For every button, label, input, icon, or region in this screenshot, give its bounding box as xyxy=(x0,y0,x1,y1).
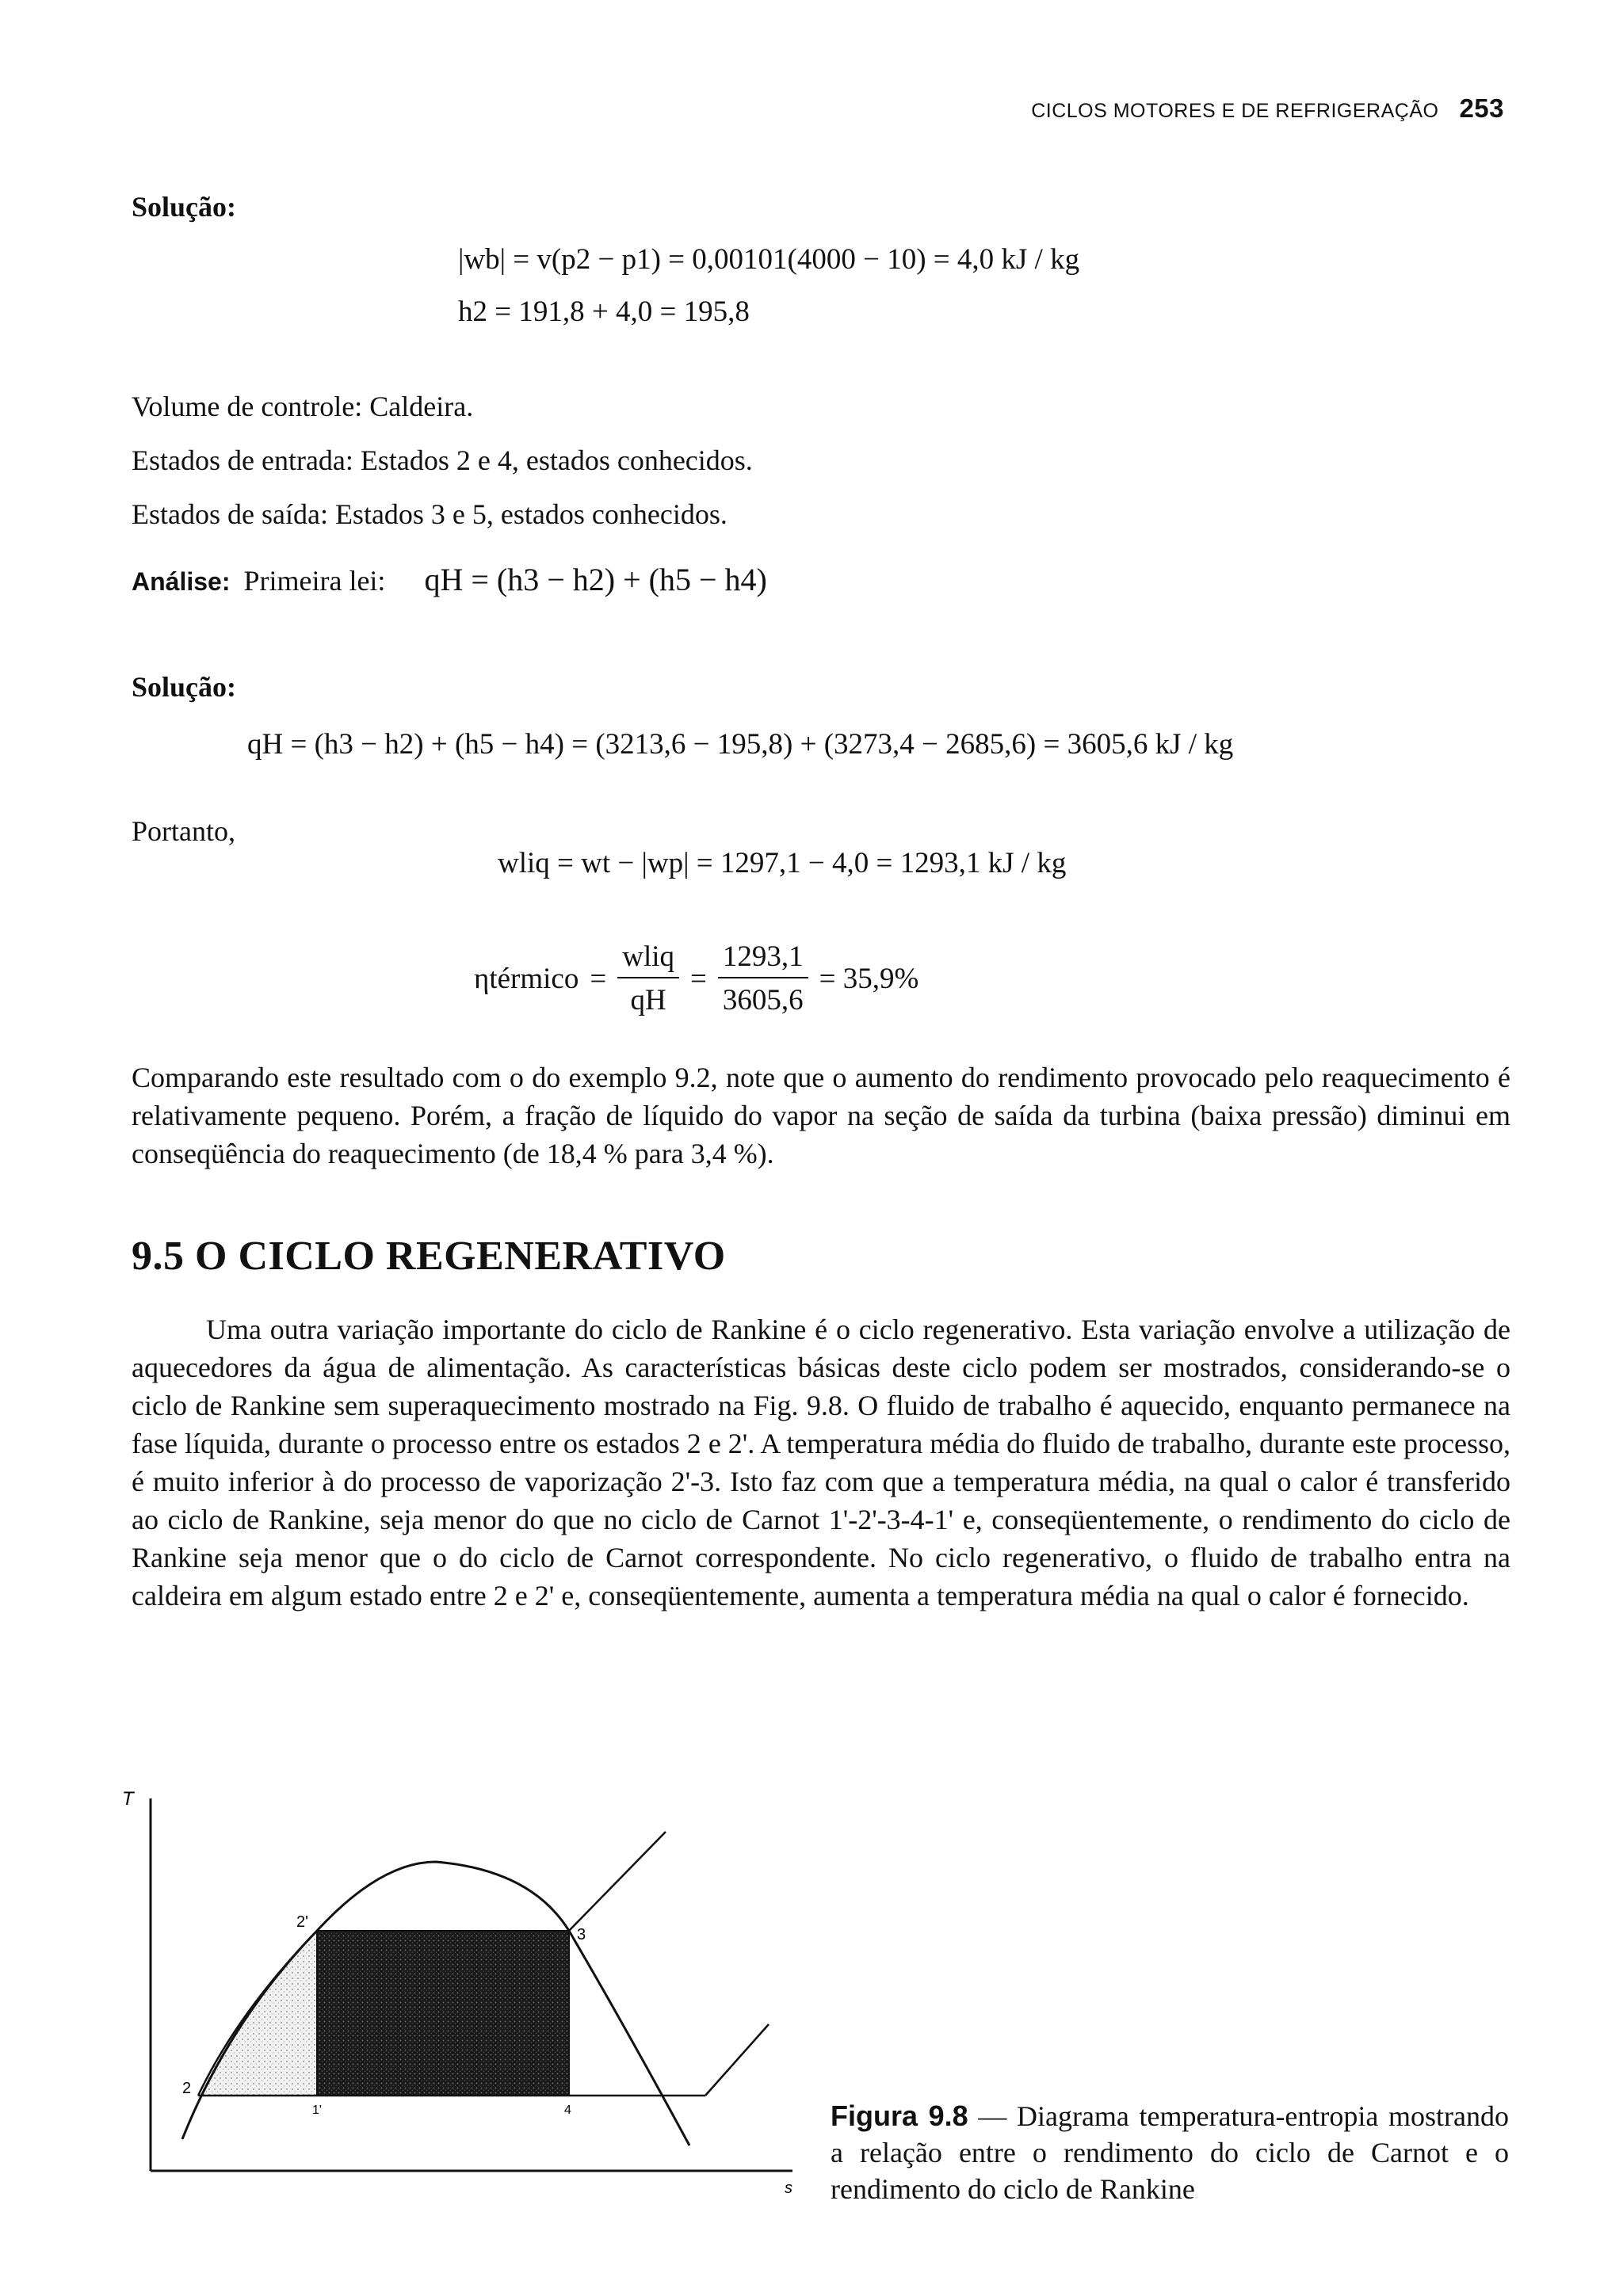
regeneration-area xyxy=(198,1931,317,2096)
inlet-states-line: Estados de entrada: Estados 2 e 4, estados conhecidos. xyxy=(132,444,753,476)
eta-lhs: ηtérmico xyxy=(474,962,579,995)
analysis-equation: qH = (h3 − h2) + (h5 − h4) xyxy=(424,562,767,597)
isobar-lower xyxy=(705,2024,769,2096)
figure-caption xyxy=(831,2098,1509,2207)
eta-numeric-fraction xyxy=(718,940,808,1017)
running-header xyxy=(1031,93,1504,124)
label-3: 3 xyxy=(577,1926,586,1943)
label-2prime: 2' xyxy=(296,1913,308,1931)
portanto-text: Portanto, xyxy=(132,815,235,847)
t-axis-label: T xyxy=(122,1788,134,1810)
running-title: CICLOS MOTORES E DE REFRIGERAÇÃO xyxy=(1031,100,1439,122)
solucao-heading-1: Solução: xyxy=(132,191,237,223)
figure-caption-text: — Diagrama temperatura-entropia mostrando a relação entre o rendimento do ciclo de Carnot e o rendimento do ciclo de Rankine xyxy=(831,2100,1509,2205)
equation-wliq: wliq = wt − |wp| = 1297,1 − 4,0 = 1293,1 kJ / kg xyxy=(498,847,1067,879)
eta-num-symbol: wliq xyxy=(617,940,679,978)
eta-den-value: 3605,6 xyxy=(722,984,804,1016)
eta-result: = 35,9% xyxy=(819,962,919,995)
equation-pump-work: |wb| = v(p2 − p1) = 0,00101(4000 − 10) = 4,0 kJ / kg xyxy=(458,243,1080,276)
solucao-heading-2: Solução: xyxy=(132,671,237,703)
figure-caption-label: Figura 9.8 xyxy=(831,2100,968,2132)
ts-diagram xyxy=(119,1783,816,2195)
equation-qh: qH = (h3 − h2) + (h5 − h4) = (3213,6 − 195,8) + (3273,4 − 2685,6) = 3605,6 kJ / kg xyxy=(247,728,1234,761)
carnot-cycle-area xyxy=(317,1931,569,2096)
page-number: 253 xyxy=(1459,93,1504,123)
eta-symbolic-fraction xyxy=(617,940,679,1017)
outlet-states-line: Estados de saída: Estados 3 e 5, estados conhecidos. xyxy=(132,498,727,530)
isobar-upper xyxy=(569,1832,666,1931)
comparison-paragraph: Comparando este resultado com o do exemplo 9.2, note que o aumento do rendimento provocado pelo reaquecimento é relativamente pequeno. Porém, a fração de líquido do vapor na seção de saída da turbina (baixa pressão) diminui em conseqüência do reaquecimento (de 18,4 % para 3,4 %). xyxy=(132,1062,1510,1169)
analysis-label: Análise: xyxy=(132,567,231,596)
analysis-text: Primeira lei: xyxy=(243,565,386,597)
equation-h2: h2 = 191,8 + 4,0 = 195,8 xyxy=(458,296,750,328)
section-paragraph: Uma outra variação importante do ciclo de Rankine é o ciclo regenerativo. Esta variação envolve a utilização de aquecedores da água de alimentação. As características básicas deste ciclo podem ser mostrados, considerando-se o ciclo de Rankine sem superaquecimento mostrado na Fig. 9.8. O fluido de trabalho é aquecido, enquanto permanece na fase líquida, durante o processo entre os estados 2 e 2'. A temperatura média do fluido de trabalho, durante este processo, é muito inferior à do processo de vaporização 2'-3. Isto faz com que a temperatura média, na qual o calor é transferido ao ciclo de Rankine, seja menor do que no ciclo de Carnot 1'-2'-3-4-1' e, conseqüentemente, o rendimento do ciclo de Rankine seja menor que o do ciclo de Carnot correspondente. No ciclo regenerativo, o fluido de trabalho entra na caldeira em algum estado entre 2 e 2' e, conseqüentemente, aumenta a temperatura média na qual o calor é fornecido. xyxy=(132,1314,1510,1611)
eta-num-value: 1293,1 xyxy=(718,940,808,978)
analysis-line xyxy=(132,561,767,598)
s-axis-label: s xyxy=(785,2180,792,2195)
equation-efficiency: ηtérmico = $\frac{\text{wliq}}{qH}$ = $\frac{1293,1}{3605,6}$ = 35,9% xyxy=(474,940,919,1016)
label-2: 2 xyxy=(182,2080,192,2097)
label-1prime: 1' xyxy=(312,2103,322,2117)
control-volume-line: Volume de controle: Caldeira. xyxy=(132,391,474,422)
eta-den-symbol: qH xyxy=(630,984,666,1016)
section-title: 9.5 O CICLO REGENERATIVO xyxy=(132,1234,726,1279)
label-4: 4 xyxy=(564,2103,571,2117)
